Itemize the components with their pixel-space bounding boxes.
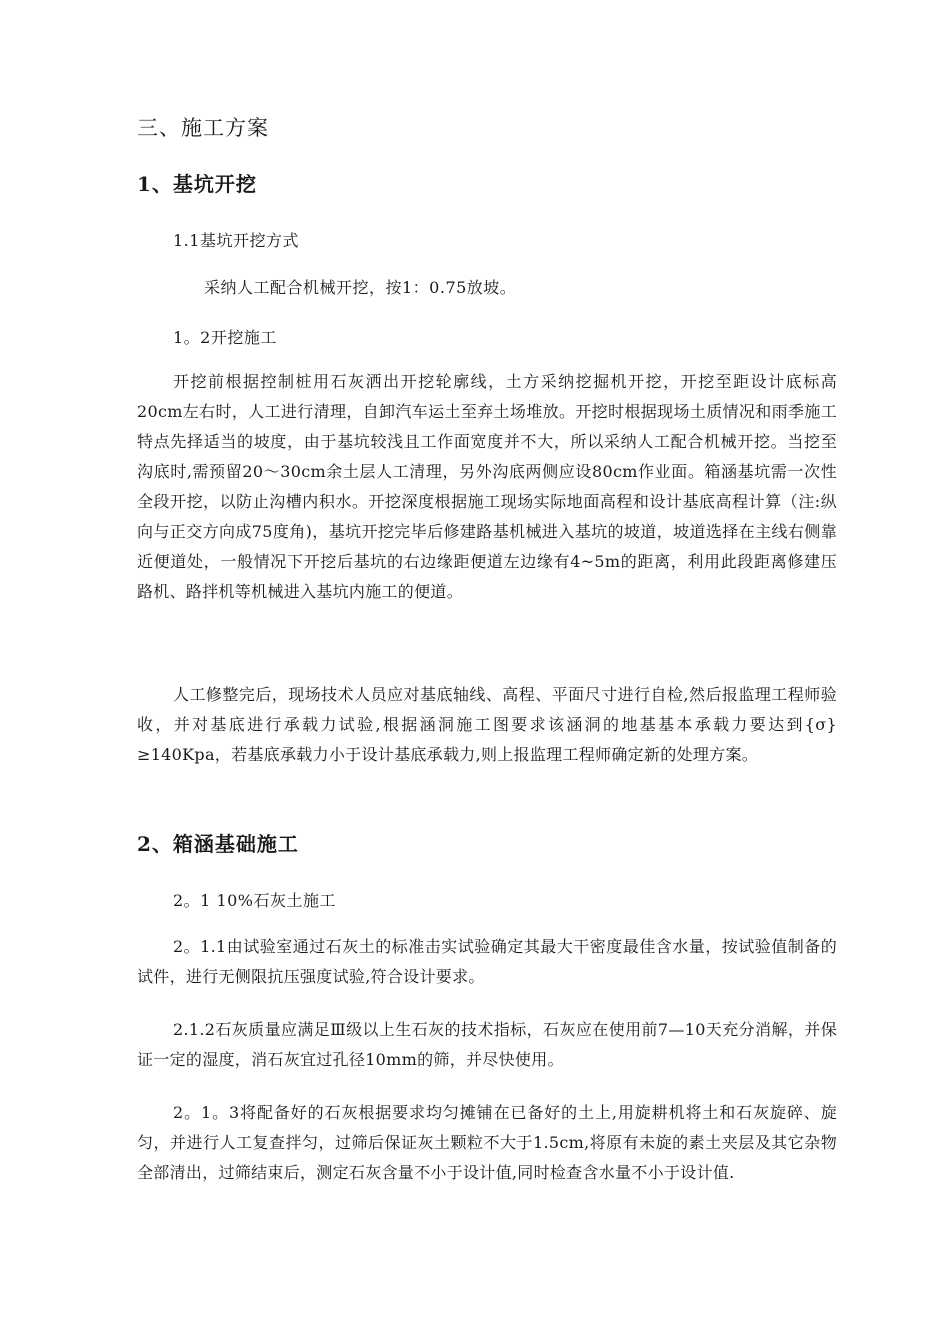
excavation-method-text: 采纳人工配合机械开挖，按1：0.75放坡。	[204, 278, 517, 297]
paragraph-lime-quality: 2.1.2石灰质量应满足Ⅲ级以上生石灰的技术指标，石灰应在使用前7—10天充分消解，并保证一定的湿度，消石灰宜过孔径10mm的筛，并尽快使用。	[137, 1020, 837, 1069]
paragraph-inspection: 人工修整完后，现场技术人员应对基底轴线、高程、平面尺寸进行自检,然后报监理工程师验收，并对基底进行承载力试验,根据涵洞施工图要求该涵洞的地基基本承载力要达到{σ}≥140Kpa，若基底承载力小于设计基底承载力,则上报监理工程师确定新的处理方案。	[137, 685, 837, 764]
subheading-excavation-work: 1。2开挖施工	[173, 328, 277, 347]
heading-excavation: 1、基坑开挖	[137, 172, 257, 196]
paragraph-lime-mixing: 2。1。3将配备好的石灰根据要求均匀摊铺在已备好的土上,用旋耕机将土和石灰旋碎、旋匀，并进行人工复查拌匀，过筛后保证灰土颗粒不大于1.5cm,将原有未旋的素土夹层及其它杂物全部清出，过筛结束后，测定石灰含量不小于设计值,同时检查含水量不小于设计值.	[137, 1103, 837, 1182]
section-title: 三、施工方案	[137, 116, 269, 140]
heading-box-culvert-foundation: 2、箱涵基础施工	[137, 832, 299, 856]
paragraph-excavation-process: 开挖前根据控制桩用石灰洒出开挖轮廓线，土方采纳挖掘机开挖，开挖至距设计底标高20cm左右时，人工进行清理，自卸汽车运土至弃土场堆放。开挖时根据现场土质情况和雨季施工特点先择适当的坡度，由于基坑较浅且工作面宽度并不大，所以采纳人工配合机械开挖。当挖至沟底时,需预留20～30cm余土层人工清理，另外沟底两侧应设80cm作业面。箱涵基坑需一次性全段开挖，以防止沟槽内积水。开挖深度根据施工现场实际地面高程和设计基底高程计算（注:纵向与正交方向成75度角)，基坑开挖完毕后修建路基机械进入基坑的坡道，坡道选择在主线右侧靠近便道处，一般情况下开挖后基坑的右边缘距便道左边缘有4~5m的距离，利用此段距离修建压路机、路拌机等机械进入基坑内施工的便道。	[137, 372, 837, 601]
paragraph-lime-soil-test: 2。1.1由试验室通过石灰土的标准击实试验确定其最大干密度最佳含水量，按试验值制备的试件，进行无侧限抗压强度试验,符合设计要求。	[137, 937, 837, 986]
subheading-lime-soil: 2。1 10%石灰土施工	[173, 891, 337, 910]
subheading-excavation-method: 1.1基坑开挖方式	[173, 231, 299, 250]
